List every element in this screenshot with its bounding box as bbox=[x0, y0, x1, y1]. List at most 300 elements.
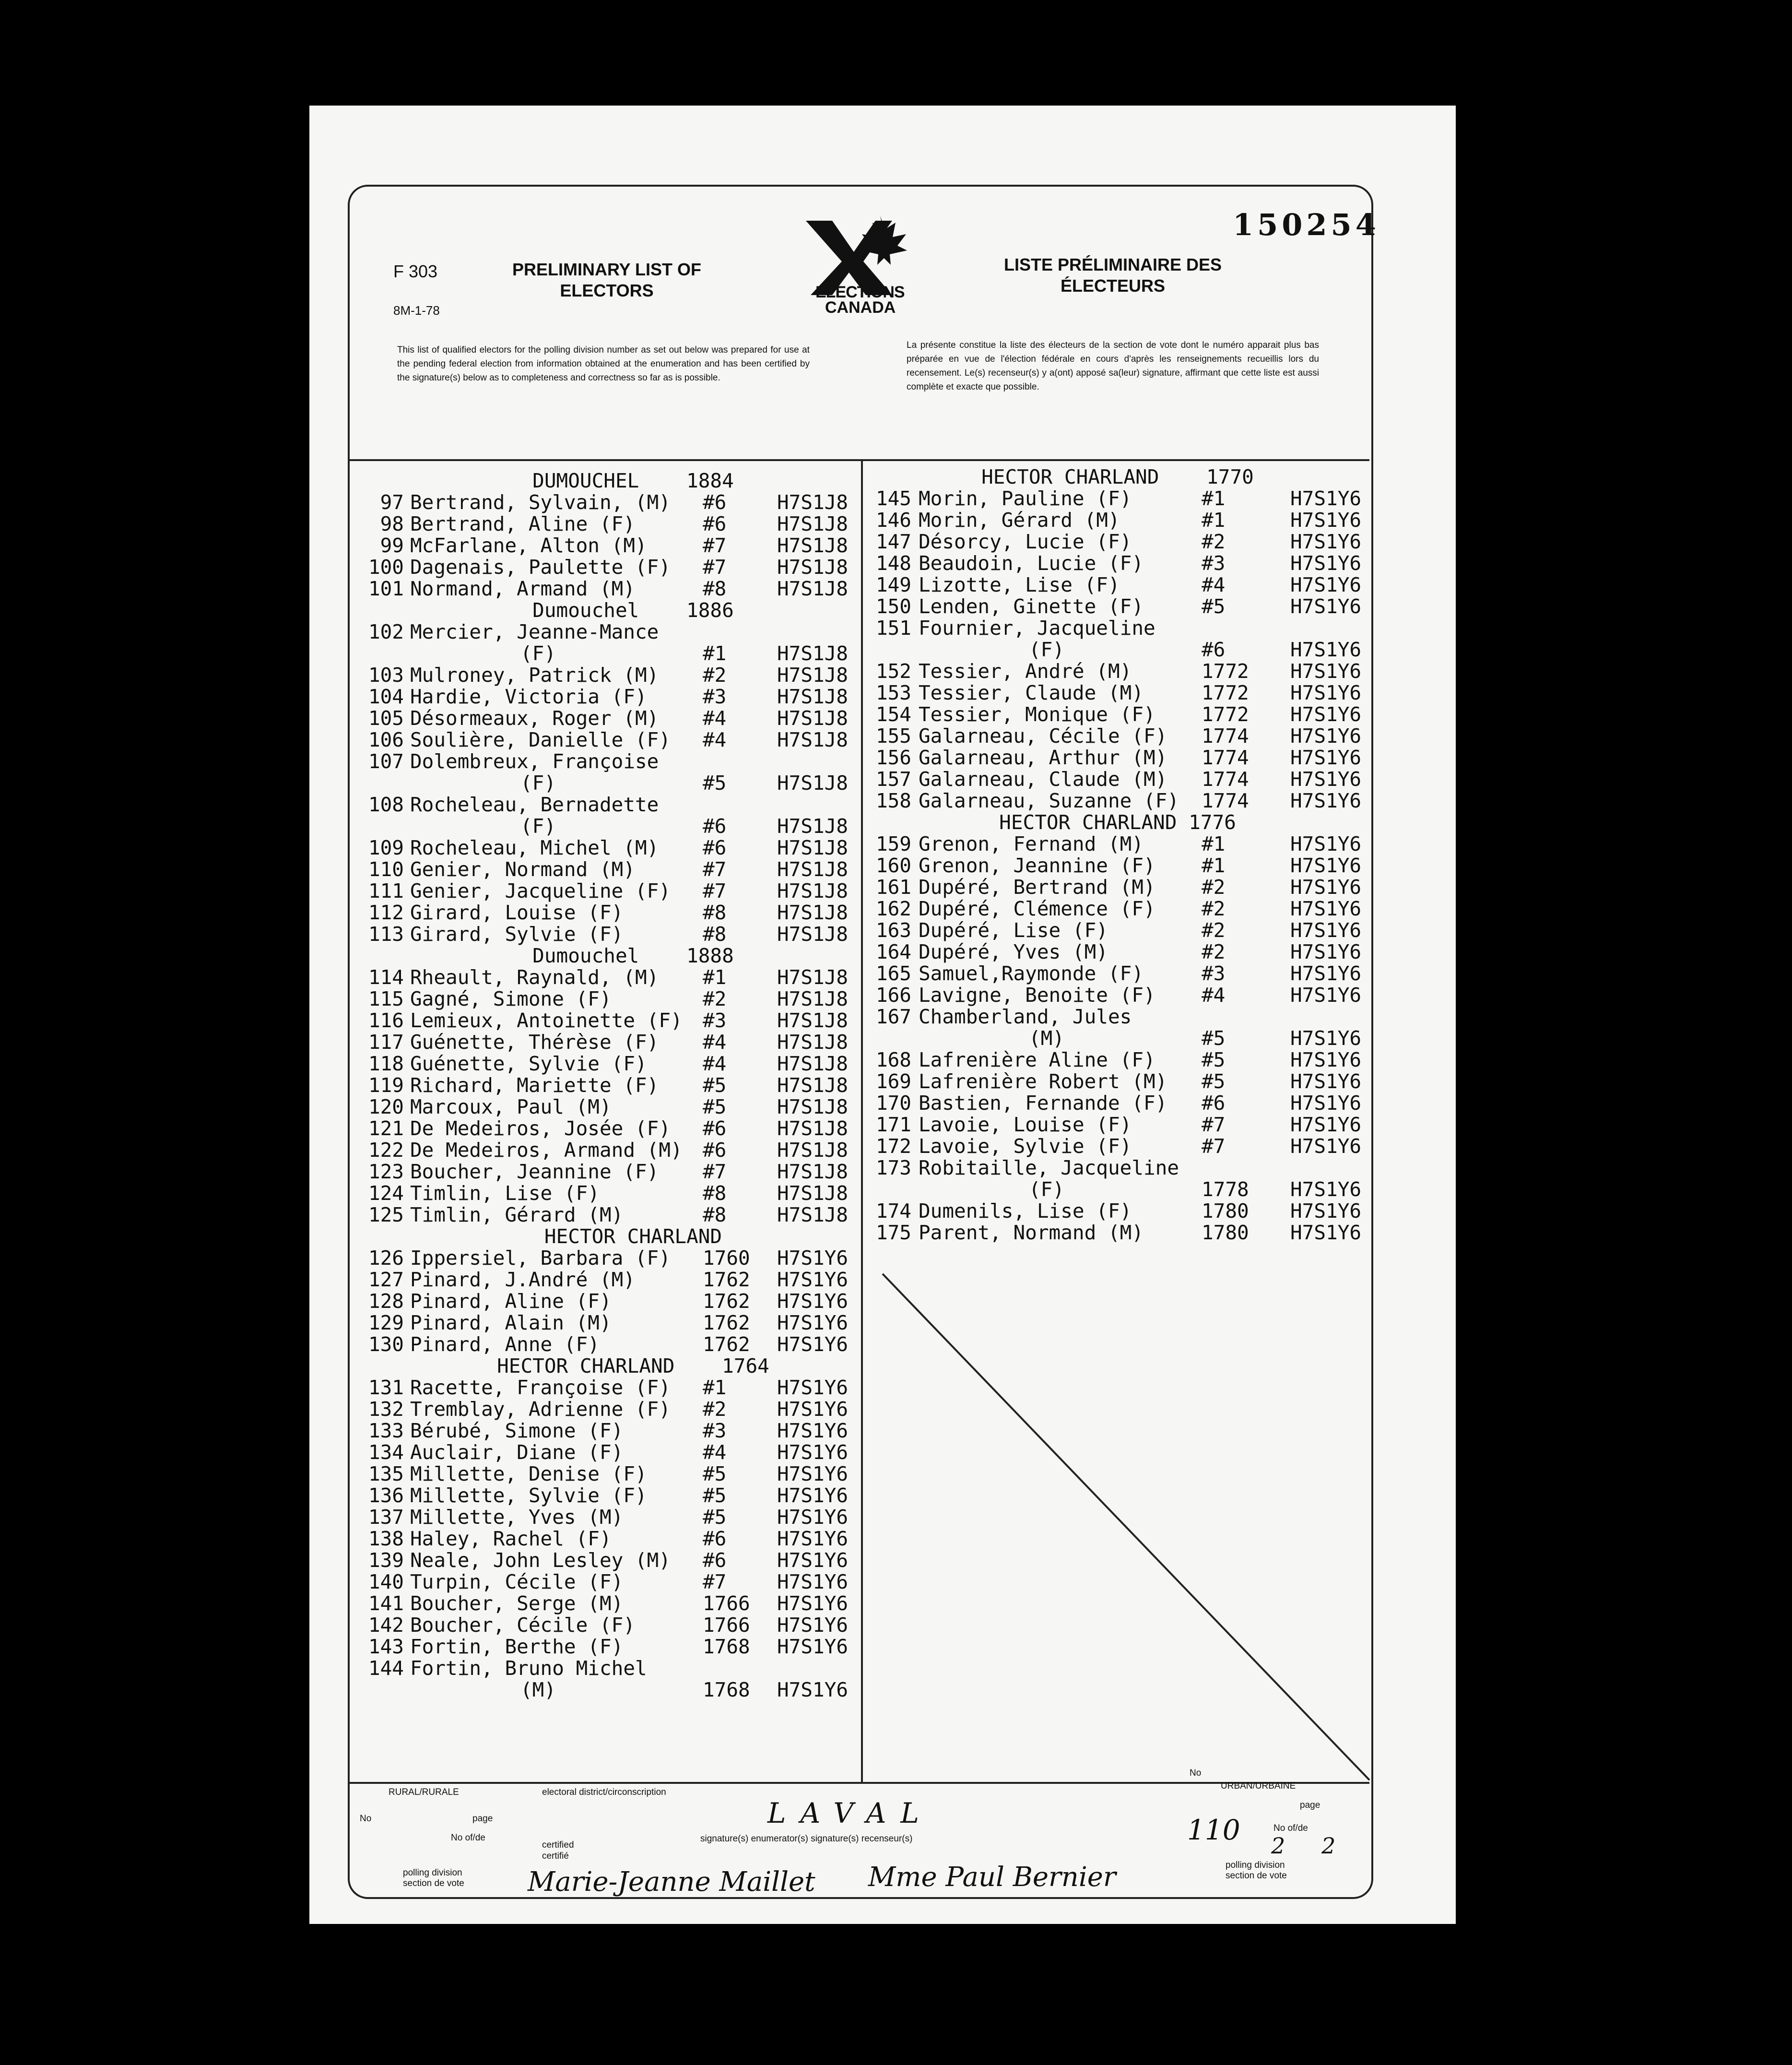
elector-postal-code: H7S1Y6 bbox=[1290, 530, 1362, 553]
elector-number: 153 bbox=[875, 681, 911, 704]
certifie-label: certifié bbox=[542, 1851, 569, 1861]
elector-postal-code: H7S1J8 bbox=[777, 923, 849, 946]
elector-number: 129 bbox=[368, 1311, 404, 1334]
elector-number: 175 bbox=[875, 1221, 911, 1244]
elector-number: 114 bbox=[368, 966, 404, 989]
elector-number: 124 bbox=[368, 1182, 404, 1205]
elector-address: #2 bbox=[1202, 876, 1226, 899]
elector-address: 1762 bbox=[703, 1311, 750, 1334]
elector-name: Tessier, André (M) bbox=[919, 660, 1132, 683]
elector-name: Richard, Mariette (F) bbox=[410, 1074, 659, 1097]
elector-postal-code: H7S1Y6 bbox=[1290, 573, 1362, 596]
electoral-district-value: LAVAL bbox=[767, 1797, 933, 1829]
elector-postal-code: H7S1J8 bbox=[777, 901, 849, 924]
elector-name: Lafrenière Aline (F) bbox=[919, 1048, 1155, 1071]
elector-address: #1 bbox=[1202, 487, 1226, 510]
elector-address: #3 bbox=[1202, 552, 1226, 575]
elector-address: #6 bbox=[703, 1139, 727, 1162]
elector-name: Lenden, Ginette (F) bbox=[919, 595, 1144, 618]
elector-name: Bertrand, Sylvain, (M) bbox=[410, 491, 671, 514]
elector-name: Lafrenière Robert (M) bbox=[919, 1070, 1167, 1093]
elector-name: Dupéré, Clémence (F) bbox=[919, 897, 1155, 920]
urban-no-of-label: No of/de bbox=[1273, 1823, 1308, 1833]
elector-number: 121 bbox=[368, 1117, 404, 1140]
elector-name: Samuel,Raymonde (F) bbox=[919, 962, 1144, 985]
elector-number: 141 bbox=[368, 1592, 404, 1615]
elector-postal-code: H7S1Y6 bbox=[777, 1678, 849, 1701]
elector-name: Robitaille, Jacqueline bbox=[919, 1156, 1179, 1179]
elector-number: 128 bbox=[368, 1290, 404, 1313]
elector-name: McFarlane, Alton (M) bbox=[410, 534, 647, 557]
elector-name: Boucher, Serge (M) bbox=[410, 1592, 624, 1615]
elector-address: #8 bbox=[703, 901, 727, 924]
elector-postal-code: H7S1Y6 bbox=[777, 1527, 849, 1550]
elector-postal-code: H7S1Y6 bbox=[1290, 984, 1362, 1007]
elector-postal-code: H7S1J8 bbox=[777, 1009, 849, 1032]
elector-address: 1762 bbox=[703, 1268, 750, 1291]
enumerator-signature-1: Marie-Jeanne Maillet bbox=[528, 1866, 815, 1898]
urban-section-vote-label: section de vote bbox=[1226, 1871, 1287, 1881]
elector-postal-code: H7S1Y6 bbox=[1290, 1135, 1362, 1158]
elector-postal-code: H7S1J8 bbox=[777, 987, 849, 1010]
elector-postal-code: H7S1J8 bbox=[777, 512, 849, 535]
rural-no-of-label: No of/de bbox=[451, 1833, 485, 1843]
elector-name: Turpin, Cécile (F) bbox=[410, 1570, 624, 1593]
elector-name: Mercier, Jeanne-Mance bbox=[410, 620, 659, 643]
signature-label: signature(s) enumerator(s) signature(s) recenseur(s) bbox=[700, 1834, 913, 1844]
elector-name: Tremblay, Adrienne (F) bbox=[410, 1398, 671, 1421]
street-section-heading: HECTOR CHARLAND 1770 bbox=[981, 465, 1254, 488]
elector-postal-code: H7S1Y6 bbox=[1290, 962, 1362, 985]
elector-address: #5 bbox=[703, 1484, 727, 1507]
elector-postal-code: H7S1Y6 bbox=[1290, 1113, 1362, 1136]
elector-number: 99 bbox=[380, 534, 404, 557]
elector-number: 172 bbox=[875, 1135, 911, 1158]
elector-number: 100 bbox=[368, 556, 404, 579]
elector-name: Boucher, Jeannine (F) bbox=[410, 1160, 659, 1183]
elector-number: 132 bbox=[368, 1398, 404, 1421]
elector-address: #7 bbox=[1202, 1135, 1226, 1158]
elector-name: Guénette, Sylvie (F) bbox=[410, 1052, 647, 1075]
elector-name: Parent, Normand (M) bbox=[919, 1221, 1144, 1244]
elector-address: 1766 bbox=[703, 1592, 750, 1615]
elector-number: 110 bbox=[368, 858, 404, 881]
elector-name: Hardie, Victoria (F) bbox=[410, 685, 647, 708]
elector-postal-code: H7S1J8 bbox=[777, 664, 849, 687]
elector-number: 173 bbox=[875, 1156, 911, 1179]
elector-name: Lavoie, Louise (F) bbox=[919, 1113, 1132, 1136]
elector-number: 152 bbox=[875, 660, 911, 683]
elector-address: #5 bbox=[1202, 1048, 1226, 1071]
elector-name: Beaudoin, Lucie (F) bbox=[919, 552, 1144, 575]
elector-address: #7 bbox=[703, 1160, 727, 1183]
elector-number: 161 bbox=[875, 876, 911, 899]
elector-name: Morin, Gérard (M) bbox=[919, 509, 1120, 532]
elector-name-continued: (F) bbox=[520, 642, 556, 665]
elector-number: 158 bbox=[875, 789, 911, 812]
elector-number: 143 bbox=[368, 1635, 404, 1658]
elector-address: 1766 bbox=[703, 1614, 750, 1637]
elector-name: Grenon, Fernand (M) bbox=[919, 832, 1144, 855]
elector-address: #2 bbox=[703, 1398, 727, 1421]
elector-address: 1774 bbox=[1202, 724, 1249, 748]
elector-number: 113 bbox=[368, 923, 404, 946]
elector-number: 127 bbox=[368, 1268, 404, 1291]
rural-no-label: No bbox=[360, 1814, 372, 1824]
elector-number: 154 bbox=[875, 703, 911, 726]
elector-number: 133 bbox=[368, 1419, 404, 1442]
elector-postal-code: H7S1Y6 bbox=[1290, 509, 1362, 532]
elector-number: 123 bbox=[368, 1160, 404, 1183]
elector-postal-code: H7S1J8 bbox=[777, 642, 849, 665]
logo-elections: ELECTIONS bbox=[815, 283, 905, 301]
elector-address: #4 bbox=[703, 1031, 727, 1054]
elector-address: #7 bbox=[703, 879, 727, 902]
elector-number: 101 bbox=[368, 577, 404, 600]
elector-number: 167 bbox=[875, 1005, 911, 1028]
elector-number: 146 bbox=[875, 509, 911, 532]
elector-name-continued: (F) bbox=[520, 815, 556, 838]
elector-name: Chamberland, Jules bbox=[919, 1005, 1132, 1028]
elector-postal-code: H7S1Y6 bbox=[777, 1419, 849, 1442]
elector-number: 157 bbox=[875, 768, 911, 791]
elector-number: 98 bbox=[380, 512, 404, 535]
elector-name: Dupéré, Lise (F) bbox=[919, 919, 1108, 942]
elector-address: #6 bbox=[703, 491, 727, 514]
elector-address: #4 bbox=[703, 728, 727, 751]
elector-address: #3 bbox=[703, 1419, 727, 1442]
elector-name: Mulroney, Patrick (M) bbox=[410, 664, 659, 687]
elector-name-continued: (F) bbox=[1029, 638, 1065, 661]
elector-postal-code: H7S1J8 bbox=[777, 577, 849, 600]
elector-address: 1760 bbox=[703, 1246, 750, 1270]
elector-name-continued: (M) bbox=[520, 1678, 556, 1701]
elector-number: 126 bbox=[368, 1246, 404, 1270]
elector-number: 171 bbox=[875, 1113, 911, 1136]
page-number: 2 bbox=[1271, 1833, 1285, 1859]
elector-name: Millette, Denise (F) bbox=[410, 1462, 647, 1485]
elector-name: Genier, Jacqueline (F) bbox=[410, 879, 671, 902]
elector-name: Dolembreux, Françoise bbox=[410, 750, 659, 773]
elector-number: 145 bbox=[875, 487, 911, 510]
elector-number: 138 bbox=[368, 1527, 404, 1550]
elector-number: 174 bbox=[875, 1199, 911, 1222]
elector-address: #6 bbox=[703, 836, 727, 859]
elector-name: Lavigne, Benoite (F) bbox=[919, 984, 1155, 1007]
elector-name: Racette, Françoise (F) bbox=[410, 1376, 671, 1399]
elector-address: #4 bbox=[703, 1052, 727, 1075]
elector-postal-code: H7S1Y6 bbox=[1290, 1092, 1362, 1115]
elector-name: Dupéré, Bertrand (M) bbox=[919, 876, 1155, 899]
header-divider bbox=[348, 459, 1369, 461]
elector-postal-code: H7S1J8 bbox=[777, 966, 849, 989]
elector-address: 1780 bbox=[1202, 1221, 1249, 1244]
elector-postal-code: H7S1J8 bbox=[777, 1095, 849, 1118]
elector-number: 102 bbox=[368, 620, 404, 643]
elector-postal-code: H7S1Y6 bbox=[777, 1462, 849, 1485]
street-section-heading: Dumouchel 1888 bbox=[532, 944, 734, 967]
elector-address: 1772 bbox=[1202, 681, 1249, 704]
elector-postal-code: H7S1Y6 bbox=[1290, 940, 1362, 963]
elector-address: #3 bbox=[1202, 962, 1226, 985]
elector-name: Désormeaux, Roger (M) bbox=[410, 707, 659, 730]
elector-address: #2 bbox=[1202, 919, 1226, 942]
elector-name: Rheault, Raynald, (M) bbox=[410, 966, 659, 989]
elector-postal-code: H7S1Y6 bbox=[1290, 746, 1362, 769]
elector-postal-code: H7S1Y6 bbox=[1290, 919, 1362, 942]
urban-polling-division-label: polling division bbox=[1226, 1860, 1285, 1870]
elector-postal-code: H7S1Y6 bbox=[777, 1311, 849, 1334]
elector-address: #2 bbox=[1202, 530, 1226, 553]
elector-name-continued: (F) bbox=[1029, 1178, 1065, 1201]
elector-name: Marcoux, Paul (M) bbox=[410, 1095, 612, 1118]
elector-postal-code: H7S1Y6 bbox=[1290, 1178, 1362, 1201]
certified-label: certified bbox=[542, 1840, 574, 1850]
elector-number: 97 bbox=[380, 491, 404, 514]
elector-postal-code: H7S1Y6 bbox=[777, 1333, 849, 1356]
elector-name: Millette, Sylvie (F) bbox=[410, 1484, 647, 1507]
elector-postal-code: H7S1Y6 bbox=[777, 1570, 849, 1593]
elector-postal-code: H7S1J8 bbox=[777, 707, 849, 730]
elector-address: #5 bbox=[1202, 1027, 1226, 1050]
elector-name: Désorcy, Lucie (F) bbox=[919, 530, 1132, 553]
elector-address: #8 bbox=[703, 577, 727, 600]
elector-number: 168 bbox=[875, 1048, 911, 1071]
elector-number: 140 bbox=[368, 1570, 404, 1593]
elector-number: 156 bbox=[875, 746, 911, 769]
elector-name: De Medeiros, Josée (F) bbox=[410, 1117, 671, 1140]
elector-address: 1772 bbox=[1202, 660, 1249, 683]
elector-number: 136 bbox=[368, 1484, 404, 1507]
elector-postal-code: H7S1Y6 bbox=[1290, 1221, 1362, 1244]
elector-name: Galarneau, Arthur (M) bbox=[919, 746, 1167, 769]
elector-name: Timlin, Gérard (M) bbox=[410, 1203, 624, 1226]
elector-address: 1768 bbox=[703, 1678, 750, 1701]
elector-name: Rocheleau, Bernadette bbox=[410, 793, 659, 816]
elector-name: Lemieux, Antoinette (F) bbox=[410, 1009, 683, 1032]
elector-postal-code: H7S1J8 bbox=[777, 556, 849, 579]
elector-name: Normand, Armand (M) bbox=[410, 577, 635, 600]
elector-address: 1762 bbox=[703, 1290, 750, 1313]
form-serial-number: 150254 bbox=[1233, 207, 1380, 242]
elector-address: #1 bbox=[1202, 509, 1226, 532]
elector-address: #5 bbox=[703, 1462, 727, 1485]
elector-postal-code: H7S1Y6 bbox=[777, 1268, 849, 1291]
elector-number: 117 bbox=[368, 1031, 404, 1054]
elector-address: #5 bbox=[1202, 1070, 1226, 1093]
elector-number: 163 bbox=[875, 919, 911, 942]
elector-name: Bérubé, Simone (F) bbox=[410, 1419, 624, 1442]
elector-name: Guénette, Thérèse (F) bbox=[410, 1031, 659, 1054]
elector-postal-code: H7S1J8 bbox=[777, 1052, 849, 1075]
elector-address: #4 bbox=[703, 1441, 727, 1464]
elector-number: 103 bbox=[368, 664, 404, 687]
elector-name: Pinard, J.André (M) bbox=[410, 1268, 635, 1291]
elector-postal-code: H7S1J8 bbox=[777, 815, 849, 838]
elector-address: 1774 bbox=[1202, 768, 1249, 791]
rural-label: RURAL/RURALE bbox=[389, 1787, 459, 1797]
elector-postal-code: H7S1Y6 bbox=[777, 1441, 849, 1464]
elector-address: #7 bbox=[1202, 1113, 1226, 1136]
page-of-number: 2 bbox=[1321, 1833, 1336, 1859]
elector-name: Tessier, Monique (F) bbox=[919, 703, 1155, 726]
elector-number: 115 bbox=[368, 987, 404, 1010]
electoral-district-label: electoral district/circonscription bbox=[542, 1787, 666, 1797]
elector-address: #7 bbox=[703, 534, 727, 557]
elector-number: 151 bbox=[875, 617, 911, 640]
elector-number: 111 bbox=[368, 879, 404, 902]
elector-address: #2 bbox=[1202, 897, 1226, 920]
elector-address: #1 bbox=[1202, 854, 1226, 877]
elector-number: 144 bbox=[368, 1657, 404, 1680]
elector-number: 120 bbox=[368, 1095, 404, 1118]
elector-address: 1772 bbox=[1202, 703, 1249, 726]
elector-address: #4 bbox=[703, 707, 727, 730]
elector-address: #1 bbox=[703, 966, 727, 989]
elector-postal-code: H7S1J8 bbox=[777, 1074, 849, 1097]
elector-address: #4 bbox=[1202, 984, 1226, 1007]
title-french: LISTE PRÉLIMINAIRE DES ÉLECTEURS bbox=[1003, 255, 1222, 296]
elector-address: #2 bbox=[1202, 940, 1226, 963]
elector-name: Pinard, Anne (F) bbox=[410, 1333, 600, 1356]
elector-address: 1774 bbox=[1202, 789, 1249, 812]
polling-division-number: 110 bbox=[1187, 1814, 1240, 1846]
elector-number: 122 bbox=[368, 1139, 404, 1162]
elector-address: #8 bbox=[703, 923, 727, 946]
elector-name: Fournier, Jacqueline bbox=[919, 617, 1155, 640]
elector-name: Timlin, Lise (F) bbox=[410, 1182, 600, 1205]
elector-name: Soulière, Danielle (F) bbox=[410, 728, 671, 751]
elector-postal-code: H7S1Y6 bbox=[1290, 789, 1362, 812]
elector-name: Boucher, Cécile (F) bbox=[410, 1614, 635, 1637]
elector-number: 130 bbox=[368, 1333, 404, 1356]
elector-name: Gagné, Simone (F) bbox=[410, 987, 612, 1010]
elector-number: 112 bbox=[368, 901, 404, 924]
elector-postal-code: H7S1Y6 bbox=[1290, 487, 1362, 510]
elector-name: Pinard, Aline (F) bbox=[410, 1290, 612, 1313]
elector-name: Bertrand, Aline (F) bbox=[410, 512, 635, 535]
elector-number: 147 bbox=[875, 530, 911, 553]
elector-number: 139 bbox=[368, 1549, 404, 1572]
elector-postal-code: H7S1Y6 bbox=[777, 1376, 849, 1399]
street-section-heading: HECTOR CHARLAND bbox=[544, 1225, 722, 1248]
elector-postal-code: H7S1Y6 bbox=[1290, 660, 1362, 683]
elector-number: 116 bbox=[368, 1009, 404, 1032]
elector-postal-code: H7S1Y6 bbox=[1290, 703, 1362, 726]
elector-postal-code: H7S1Y6 bbox=[777, 1290, 849, 1313]
elector-address: #6 bbox=[703, 1117, 727, 1140]
street-section-heading: HECTOR CHARLAND 1764 bbox=[497, 1354, 769, 1377]
elector-postal-code: H7S1J8 bbox=[777, 685, 849, 708]
elector-postal-code: H7S1Y6 bbox=[777, 1549, 849, 1572]
elector-number: 131 bbox=[368, 1376, 404, 1399]
elector-name: De Medeiros, Armand (M) bbox=[410, 1139, 683, 1162]
elector-name: Dagenais, Paulette (F) bbox=[410, 556, 671, 579]
elector-name: Dupéré, Yves (M) bbox=[919, 940, 1108, 963]
elector-postal-code: H7S1J8 bbox=[777, 1182, 849, 1205]
elector-name: Morin, Pauline (F) bbox=[919, 487, 1132, 510]
street-section-heading: Dumouchel 1886 bbox=[532, 599, 734, 622]
elector-postal-code: H7S1J8 bbox=[777, 858, 849, 881]
unused-space-strikethrough bbox=[863, 1257, 1372, 1785]
intro-paragraph-english: This list of qualified electors for the polling division number as set out below was prepared for use at the pending federal election from information obtained at the enumeration and has been certified by the signature(s) below as to completeness and correctness so far as is possible. bbox=[397, 345, 810, 383]
elector-name: Galarneau, Claude (M) bbox=[919, 768, 1167, 791]
elector-postal-code: H7S1Y6 bbox=[1290, 876, 1362, 899]
elector-postal-code: H7S1Y6 bbox=[1290, 1070, 1362, 1093]
elector-postal-code: H7S1Y6 bbox=[777, 1635, 849, 1658]
elector-postal-code: H7S1Y6 bbox=[1290, 897, 1362, 920]
elector-address: #7 bbox=[703, 556, 727, 579]
street-section-heading: DUMOUCHEL 1884 bbox=[532, 469, 734, 492]
elector-address: #5 bbox=[703, 1074, 727, 1097]
elector-address: #2 bbox=[703, 664, 727, 687]
elector-number: 134 bbox=[368, 1441, 404, 1464]
elector-postal-code: H7S1J8 bbox=[777, 534, 849, 557]
elector-postal-code: H7S1Y6 bbox=[1290, 595, 1362, 618]
elector-postal-code: H7S1Y6 bbox=[1290, 1048, 1362, 1071]
rural-polling-division-label: polling division bbox=[403, 1868, 462, 1878]
elector-name: Lavoie, Sylvie (F) bbox=[919, 1135, 1132, 1158]
elector-number: 108 bbox=[368, 793, 404, 816]
elector-name: Millette, Yves (M) bbox=[410, 1506, 624, 1529]
elector-address: 1762 bbox=[703, 1333, 750, 1356]
elector-name: Auclair, Diane (F) bbox=[410, 1441, 624, 1464]
elector-postal-code: H7S1Y6 bbox=[777, 1614, 849, 1637]
elector-address: #1 bbox=[703, 1376, 727, 1399]
elector-number: 166 bbox=[875, 984, 911, 1007]
elector-postal-code: H7S1Y6 bbox=[1290, 724, 1362, 748]
elector-number: 137 bbox=[368, 1506, 404, 1529]
elector-address: #6 bbox=[703, 512, 727, 535]
elector-number: 109 bbox=[368, 836, 404, 859]
elector-address: #2 bbox=[703, 987, 727, 1010]
urban-label: URBAN/URBAINE bbox=[1221, 1781, 1296, 1791]
elector-address: #8 bbox=[703, 1182, 727, 1205]
logo-canada: CANADA bbox=[825, 298, 896, 317]
elector-postal-code: H7S1Y6 bbox=[1290, 1199, 1362, 1222]
elector-number: 162 bbox=[875, 897, 911, 920]
elector-address: 1778 bbox=[1202, 1178, 1249, 1201]
elector-postal-code: H7S1J8 bbox=[777, 1031, 849, 1054]
elector-name: Haley, Rachel (F) bbox=[410, 1527, 612, 1550]
elector-postal-code: H7S1J8 bbox=[777, 1117, 849, 1140]
elector-number: 170 bbox=[875, 1092, 911, 1115]
elector-number: 105 bbox=[368, 707, 404, 730]
elector-number: 118 bbox=[368, 1052, 404, 1075]
elector-name: Pinard, Alain (M) bbox=[410, 1311, 612, 1334]
enumerator-signature-2: Mme Paul Bernier bbox=[868, 1862, 1116, 1893]
elector-address: #1 bbox=[703, 642, 727, 665]
elector-address: #5 bbox=[703, 1506, 727, 1529]
elector-address: #1 bbox=[1202, 832, 1226, 855]
elector-number: 149 bbox=[875, 573, 911, 596]
elector-postal-code: H7S1J8 bbox=[777, 836, 849, 859]
elector-postal-code: H7S1J8 bbox=[777, 491, 849, 514]
elector-name: Fortin, Berthe (F) bbox=[410, 1635, 624, 1658]
elector-name: Galarneau, Cécile (F) bbox=[919, 724, 1167, 748]
elector-name: Girard, Louise (F) bbox=[410, 901, 624, 924]
elector-address: #6 bbox=[703, 1549, 727, 1572]
elector-name: Tessier, Claude (M) bbox=[919, 681, 1144, 704]
elector-name: Dumenils, Lise (F) bbox=[919, 1199, 1132, 1222]
elector-number: 104 bbox=[368, 685, 404, 708]
elector-address: #6 bbox=[1202, 638, 1226, 661]
elector-postal-code: H7S1J8 bbox=[777, 771, 849, 795]
form-date: 8M-1-78 bbox=[393, 303, 440, 318]
elections-canada-logo bbox=[796, 211, 921, 317]
elector-name: Lizotte, Lise (F) bbox=[919, 573, 1120, 596]
elector-address: 1774 bbox=[1202, 746, 1249, 769]
